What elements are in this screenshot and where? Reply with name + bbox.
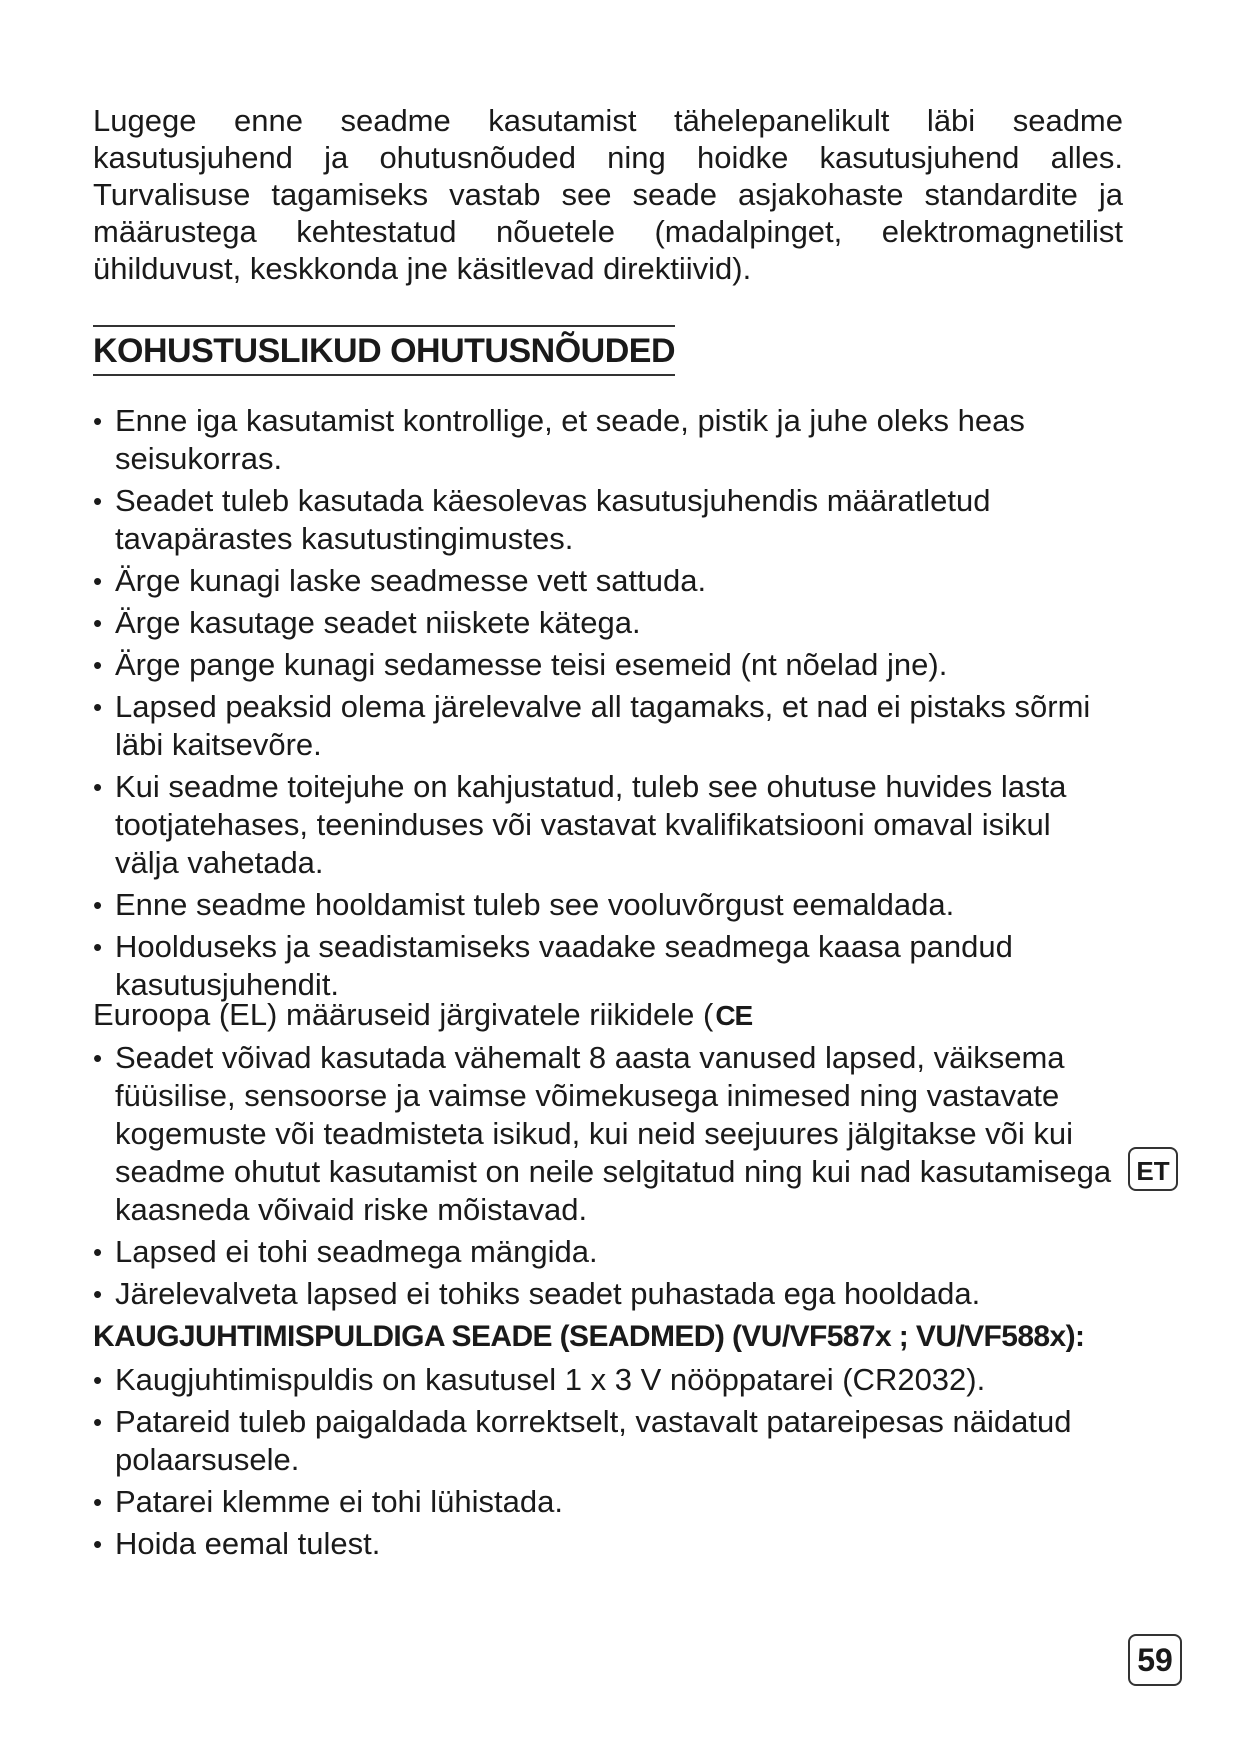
eu-line: Euroopa (EL) määruseid järgivatele riikidele (CE [93,997,753,1032]
intro-paragraph [93,102,1123,287]
list-item: • Järelevalveta lapsed ei tohiks seadet puhastada ega hooldada. [93,1275,1123,1313]
intro-line: Turvalisuse tagamiseks vastab see seade asjakohaste standardite ja [93,177,1123,212]
remote-list [93,1361,1123,1563]
intro-line: ühilduvust, keskkonda jne käsitlevad direktiivid). [93,251,752,286]
list-item: • Ärge kasutage seadet niiskete kätega. [93,604,1123,642]
intro-line: Lugege enne seadme kasutamist tähelepanelikult läbi seadme [93,103,1123,138]
language-tab: ET [1128,1147,1178,1191]
list-item: • Seadet tuleb kasutada käesolevas kasutusjuhendis määratletud tavapärastes kasutustingimustes. [93,482,1123,558]
list-item: • Lapsed ei tohi seadmega mängida. [93,1233,1123,1271]
list-item: • Enne seadme hooldamist tuleb see vooluvõrgust eemaldada. [93,886,1123,924]
list-item: • Enne iga kasutamist kontrollige, et seade, pistik ja juhe oleks heas seisukorras. [93,402,1123,478]
section-heading: KOHUSTUSLIKUD OHUTUSNÕUDED [93,325,675,376]
list-item: • Patareid tuleb paigaldada korrektselt, vastavalt patareipesas näidatud polaarsusele. [93,1403,1123,1479]
list-item: • Kui seadme toitejuhe on kahjustatud, tuleb see ohutuse huvides lasta tootjatehases, teeninduses või vastavat kvalifikatsiooni omaval isikul välja vahetada. [93,768,1123,882]
ce-mark-icon: CE [715,1000,753,1031]
intro-line: määrustega kehtestatud nõuetele (madalpinget, elektromagnetilist [93,214,1123,249]
page-content [93,102,1123,1567]
intro-line: kasutusjuhend ja ohutusnõuded ning hoidke kasutusjuhend alles. [93,140,1123,175]
list-item: • Patarei klemme ei tohi lühistada. [93,1483,1123,1521]
list-item: • Ärge kunagi laske seadmesse vett sattuda. [93,562,1123,600]
list-item: • Lapsed peaksid olema järelevalve all tagamaks, et nad ei pistaks sõrmi läbi kaitsevõre. [93,688,1123,764]
page-number: 59 [1128,1634,1182,1686]
eu-list [93,1039,1123,1313]
remote-heading: KAUGJUHTIMISPULDIGA SEADE (SEADMED) (VU/VF587x ; VU/VF588x): [93,1320,1085,1353]
list-item: • Hoida eemal tulest. [93,1525,1123,1563]
list-item: • Ärge pange kunagi sedamesse teisi esemeid (nt nõelad jne). [93,646,1123,684]
list-item: • Seadet võivad kasutada vähemalt 8 aasta vanused lapsed, väiksema füüsilise, sensoorse ja vaimse võimekusega inimesed ning vastavate kogemuste või teadmisteta isikud, kui neid seejuures jälgitakse või kui seadme ohutut kasutamist on neile selgitatud ning kui nad kasutamisega kaasneda võivaid riske mõistavad. [93,1039,1123,1229]
list-item: • Hoolduseks ja seadistamiseks vaadake seadmega kaasa pandud kasutusjuhendit. [93,928,1123,1004]
safety-list [93,402,1123,1004]
list-item: • Kaugjuhtimispuldis on kasutusel 1 x 3 V nööppatarei (CR2032). [93,1361,1123,1399]
eu-line-text: Euroopa (EL) määruseid järgivatele riikidele [93,997,695,1032]
